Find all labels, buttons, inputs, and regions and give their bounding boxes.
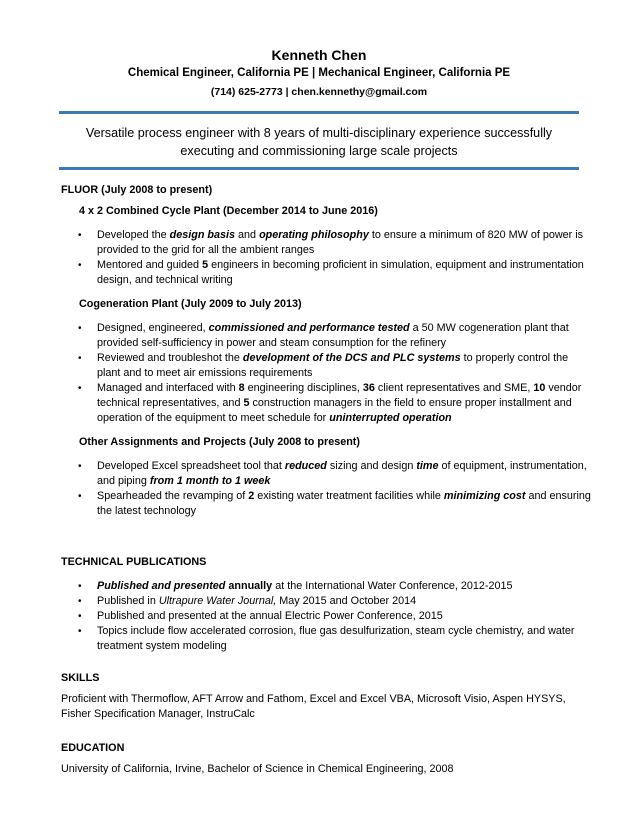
bullet-icon: • [78, 461, 82, 472]
skills-text: Proficient with Thermoflow, AFT Arrow and Fathom, Excel and Excel VBA, Microsoft Visio, Aspen HYSYS, Fisher Specification Manager, InstruCalc [61, 693, 566, 720]
education-heading: EDUCATION [61, 742, 125, 754]
list-item: • Published and presented annually at the International Water Conference, 2012-2015 [78, 580, 513, 592]
project-title-cogen: Cogeneration Plant (July 2009 to July 2013) [79, 298, 302, 310]
bullet-icon: • [78, 383, 82, 394]
publications-bullets [61, 579, 591, 654]
list-item: • Published and presented at the annual Electric Power Conference, 2015 [78, 610, 443, 622]
experience-section [61, 183, 591, 519]
summary-line-2: executing and commissioning large scale projects [180, 144, 458, 158]
summary [50, 124, 588, 160]
bullet-icon: • [78, 491, 82, 502]
bullet-icon: • [78, 323, 82, 334]
candidate-name: Kenneth Chen [271, 47, 367, 63]
bullet-icon: • [78, 260, 82, 271]
list-item: • Developed the design basis and operating philosophy to ensure a minimum of 820 MW of power is provided to the grid for all the ambient ranges [78, 229, 584, 256]
skills-section [61, 671, 591, 722]
list-item: • Published in Ultrapure Water Journal, May 2015 and October 2014 [78, 595, 417, 607]
bullet-icon: • [78, 626, 82, 637]
employer-heading: FLUOR (July 2008 to present) [61, 184, 213, 196]
project-ccp-bullets [61, 228, 591, 288]
list-item: • Mentored and guided 5 engineers in becoming proficient in simulation, equipment and instrumentation design, and technical writing [78, 259, 584, 286]
header-divider-bottom [59, 167, 579, 170]
list-item: • Topics include flow accelerated corrosion, flue gas desulfurization, steam cycle chemistry, and water treatment system modeling [78, 625, 575, 652]
summary-line-1: Versatile process engineer with 8 years of multi-disciplinary experience successfully [85, 126, 553, 140]
publications-section [61, 555, 591, 654]
project-cogen-bullets [61, 321, 591, 426]
bullet-icon: • [78, 611, 82, 622]
bullet-icon: • [78, 596, 82, 607]
project-title-other: Other Assignments and Projects (July 2008 to present) [79, 436, 360, 448]
education-section [61, 741, 591, 777]
list-item: • Reviewed and troubleshot the development of the DCS and PLC systems to properly control the plant and to meet air emissions requirements [78, 352, 569, 379]
bullet-icon: • [78, 230, 82, 241]
professional-titles: Chemical Engineer, California PE | Mechanical Engineer, California PE [127, 67, 511, 79]
project-other-bullets [61, 459, 591, 519]
education-text: University of California, Irvine, Bachelor of Science in Chemical Engineering, 2008 [61, 763, 454, 775]
list-item: • Designed, engineered, commissioned and performance tested a 50 MW cogeneration plant that provided self-sufficiency in power and steam consumption for the refinery [78, 322, 569, 349]
project-title-ccp: 4 x 2 Combined Cycle Plant (December 2014 to June 2016) [79, 205, 378, 217]
publications-heading: TECHNICAL PUBLICATIONS [61, 556, 207, 568]
list-item: • Spearheaded the revamping of 2 existing water treatment facilities while minimizing cost and ensuring the latest technology [78, 490, 591, 517]
contact-info: (714) 625-2773 | chen.kennethy@gmail.com [210, 86, 428, 98]
skills-heading: SKILLS [61, 672, 100, 684]
list-item: • Managed and interfaced with 8 engineering disciplines, 36 client representatives and SME, 10 vendor technical representatives, and 5 construction managers in the field to ensure proper installment and operation of the equipment to meet schedule for uninterrupted operation [78, 382, 582, 424]
bullet-icon: • [78, 353, 82, 364]
list-item: • Developed Excel spreadsheet tool that reduced sizing and design time of equipment, instrumentation, and piping from 1 month to 1 week [78, 460, 587, 487]
header-divider-top [59, 111, 579, 114]
bullet-icon: • [78, 581, 82, 592]
